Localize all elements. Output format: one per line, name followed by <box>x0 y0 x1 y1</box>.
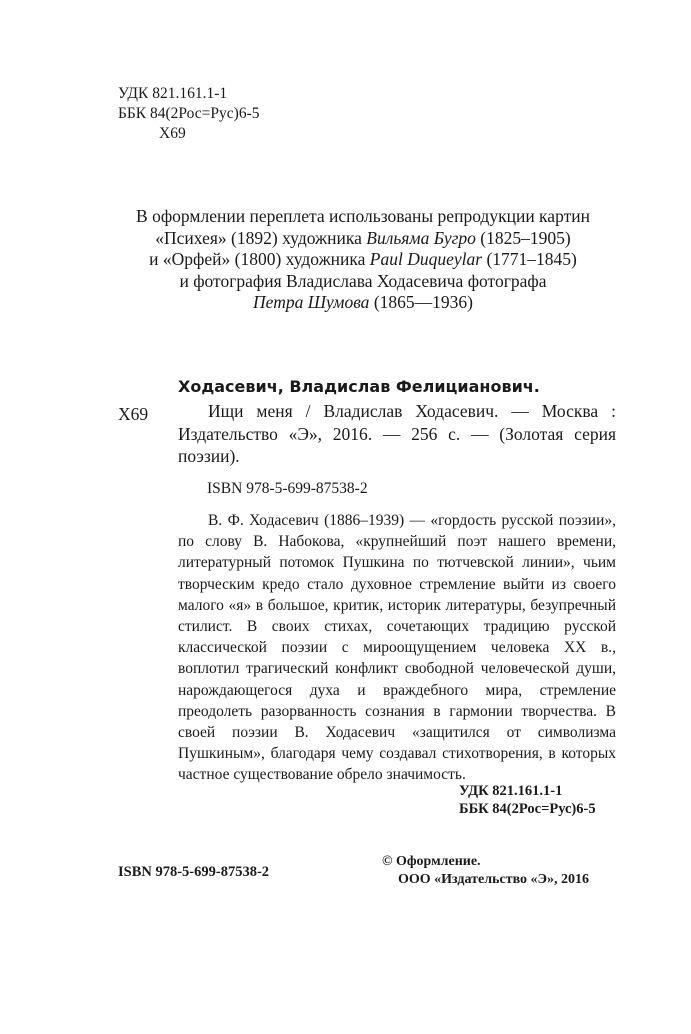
credit-text: (1865—1936) <box>369 292 473 312</box>
cover-credits <box>110 206 616 314</box>
shelf-code: Х69 <box>118 404 149 424</box>
cover-credits-line: В оформлении переплета использованы репродукции картин <box>136 206 590 226</box>
bbk-code: ББК 84(2Рос=Рус)6-5 <box>118 105 260 122</box>
photographer-name: Петра Шумова <box>253 292 370 312</box>
classification-codes <box>118 84 260 144</box>
udk-code-bottom: УДК 821.161.1-1 <box>459 783 563 799</box>
cover-credits-line <box>110 249 616 271</box>
isbn-bottom: ISBN 978-5-699-87538-2 <box>118 864 270 880</box>
artist-name: Paul Duqueylar <box>369 249 483 269</box>
copyright-design: © Оформление. <box>382 854 481 869</box>
copyright-block <box>382 853 589 889</box>
credit-text: и «Орфей» (1800) художника <box>149 249 370 269</box>
isbn-record: ISBN 978-5-699-87538-2 <box>207 480 368 497</box>
classification-codes-bottom <box>459 782 596 818</box>
cover-credits-line: и фотография Владислава Ходасевича фотографа <box>179 270 547 291</box>
credit-text: (1825–1905) <box>475 227 571 248</box>
udk-code: УДК 821.161.1-1 <box>118 85 228 102</box>
cover-credits-line <box>110 228 616 250</box>
author-heading: Ходасевич, Владислав Фелицианович. <box>178 377 540 396</box>
credit-text: (1771–1845) <box>482 249 577 269</box>
credit-text: «Психея» (1892) художника <box>155 227 367 248</box>
bbk-code-bottom: ББК 84(2Рос=Рус)6-5 <box>459 801 596 817</box>
annotation-text: В. Ф. Ходасевич (1886–1939) — «гордость русской поэзии», по слову В. Набокова, «крупнейший поэт нашего времени, литературный потомок Пушкина по тютчевской линии», чьим творческим кредо стало духовное стремление выйти из своего малого «я» в большое, критик, историк литературы, безупречный стилист. В своих стихах, сочетающих традицию русской классической поэзии с мироощущением человека XX в., воплотил трагический конфликт свободной человеческой души, нарождающегося духа и враждебного мира, стремление преодолеть разорванность сознания в гармонии творчества. В своей поэзии В. Ходасевич «защитился от символизма Пушкиным», благодаря чему создавал стихотворения, в которых частное существование обрело значимость. <box>178 512 616 784</box>
artist-name: Вильяма Бугро <box>366 227 476 248</box>
cover-credits-line <box>110 292 616 314</box>
copyright-publisher: ООО «Издательство «Э», 2016 <box>398 872 590 887</box>
author-mark: Х69 <box>159 125 186 142</box>
bibliographic-record: Ищи меня / Владислав Ходасевич. — Москва : Издательство «Э», 2016. — 256 с. — (Золотая серия поэзии). <box>178 401 616 466</box>
